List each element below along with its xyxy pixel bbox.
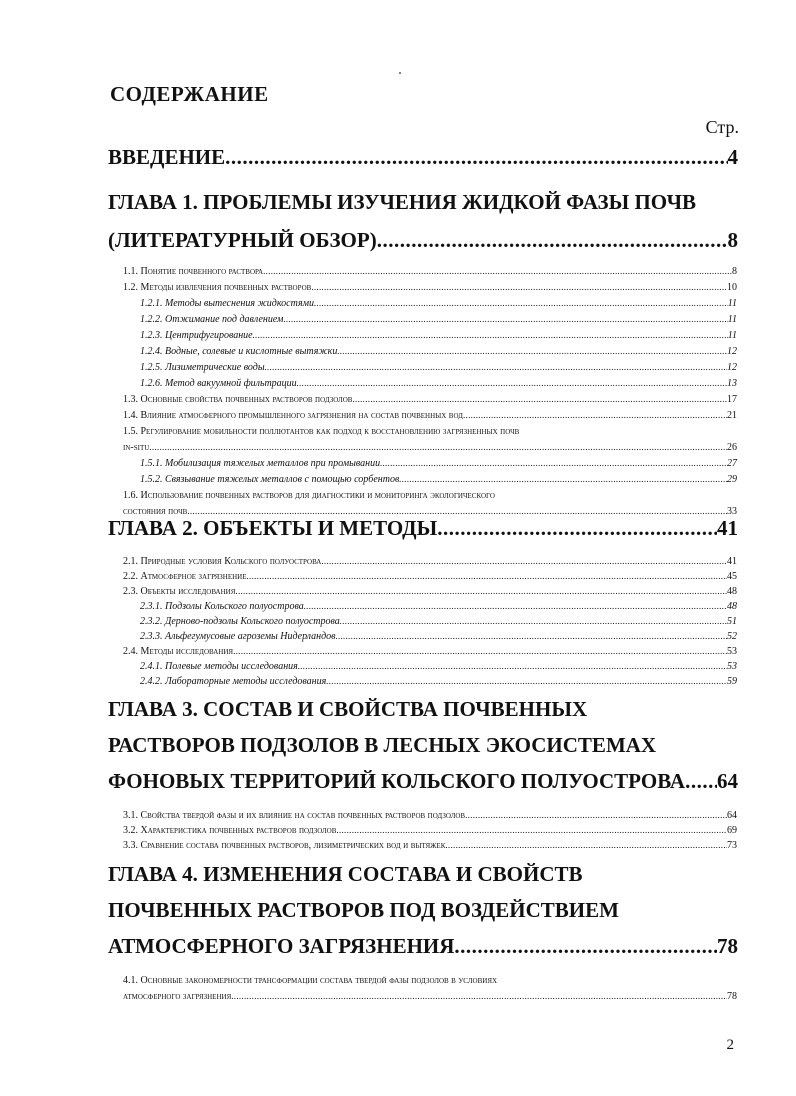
leader-dots bbox=[298, 661, 727, 671]
chapter-2-entry[interactable] bbox=[108, 516, 738, 541]
leader-dots bbox=[340, 616, 727, 626]
toc-entry-page: 13 bbox=[727, 378, 737, 389]
toc-entry-page: 12 bbox=[727, 362, 737, 373]
toc-entry-page: 29 bbox=[727, 474, 737, 485]
toc-entry-label: 2.2. Атмосферное загрязнение bbox=[123, 571, 247, 582]
toc-entry-label: 2.4. Методы исследования bbox=[123, 646, 234, 657]
toc-entry-page: 51 bbox=[727, 616, 737, 627]
toc-entry-label: 1.2.4. Водные, солевые и кислотные вытяжки bbox=[140, 346, 338, 357]
toc-entry-label: состояния почв bbox=[123, 506, 188, 517]
toc-entry-label: 1.2. Методы извлечения почвенных растворов bbox=[123, 282, 312, 293]
toc-entry-label: 1.5.1. Мобилизация тяжелых металлов при промывании bbox=[140, 458, 381, 469]
toc-entry[interactable] bbox=[123, 810, 737, 821]
toc-subentry[interactable] bbox=[140, 616, 737, 627]
toc-subentry[interactable] bbox=[140, 298, 737, 309]
leader-dots bbox=[283, 314, 727, 324]
leader-dots bbox=[321, 556, 727, 566]
leader-dots bbox=[437, 516, 717, 541]
toc-entry-label: 2.3.3. Альфегумусовые агроземы Нидерландов bbox=[140, 631, 336, 642]
toc-entry-page: 33 bbox=[727, 506, 737, 517]
leader-dots bbox=[263, 266, 732, 276]
chapter-3-heading-line2[interactable]: РАСТВОРОВ ПОДЗОЛОВ В ЛЕСНЫХ ЭКОСИСТЕМАХ bbox=[108, 733, 657, 757]
toc-entry-label: 3.2. Характеристика почвенных растворов подзолов bbox=[123, 825, 337, 836]
toc-entry-label-line1[interactable]: 1.6. Использование почвенных растворов для диагностики и мониторинга экологического bbox=[123, 490, 495, 501]
toc-entry-label: 1.1. Понятие почвенного раствора bbox=[123, 266, 264, 277]
page-number: 2 bbox=[726, 1037, 734, 1053]
toc-entry-page: 73 bbox=[727, 840, 737, 851]
leader-dots bbox=[311, 282, 727, 292]
toc-entry-label: 2.4.1. Полевые методы исследования bbox=[140, 661, 298, 672]
toc-entry-page: 8 bbox=[727, 228, 738, 252]
toc-entry-label: in-situ bbox=[123, 442, 150, 453]
toc-entry-page: 21 bbox=[727, 410, 737, 421]
page-column-label: Стр. bbox=[705, 117, 739, 137]
toc-entry-page: 69 bbox=[727, 825, 737, 836]
toc-entry[interactable] bbox=[123, 282, 737, 293]
toc-entry-label: 1.2.2. Отжимание под давлением bbox=[140, 314, 284, 325]
toc-entry-label: ВВЕДЕНИЕ bbox=[108, 145, 226, 169]
chapter-4-heading-line1[interactable]: ГЛАВА 4. ИЗМЕНЕНИЯ СОСТАВА И СВОЙСТВ bbox=[108, 862, 583, 886]
leader-dots bbox=[377, 228, 728, 253]
leader-dots bbox=[463, 410, 727, 420]
toc-entry-label: 2.3.2. Дерново-подзолы Кольского полуострова bbox=[140, 616, 340, 627]
toc-entry-page: 11 bbox=[727, 330, 737, 341]
toc-subentry[interactable] bbox=[140, 346, 737, 357]
toc-entry-page: 64 bbox=[717, 769, 738, 793]
toc-entry-page: 8 bbox=[732, 266, 737, 277]
toc-entry-label: атмосферного загрязнения bbox=[123, 991, 232, 1002]
leader-dots bbox=[337, 346, 727, 356]
toc-entry[interactable] bbox=[123, 266, 737, 277]
toc-entry[interactable] bbox=[123, 991, 737, 1002]
toc-subentry[interactable] bbox=[140, 458, 737, 469]
toc-entry[interactable] bbox=[123, 556, 737, 567]
leader-dots bbox=[233, 646, 727, 656]
toc-entry-label: АТМОСФЕРНОГО ЗАГРЯЗНЕНИЯ bbox=[108, 934, 455, 958]
toc-entry-page: 53 bbox=[727, 646, 737, 657]
toc-entry-label-line1[interactable]: 1.5. Регулирование мобильности поллютантов как подход к восстановлению загрязненных почв bbox=[123, 426, 520, 437]
leader-dots bbox=[231, 991, 727, 1001]
toc-entry-page: 4 bbox=[727, 145, 738, 169]
toc-entry-label: (ЛИТЕРАТУРНЫЙ ОБЗОР) bbox=[108, 228, 377, 252]
toc-subentry[interactable] bbox=[140, 676, 737, 687]
toc-entry-label-line1[interactable]: 4.1. Основные закономерности трансформации состава твердой фазы подзолов в условиях bbox=[123, 975, 498, 986]
toc-entry-label: 1.2.5. Лизиметрические воды bbox=[140, 362, 265, 373]
toc-entry-label: 1.2.6. Метод вакуумной фильтрации bbox=[140, 378, 297, 389]
toc-subentry[interactable] bbox=[140, 661, 737, 672]
leader-dots bbox=[246, 571, 727, 581]
toc-entry-label: 2.3.1. Подзолы Кольского полуострова bbox=[140, 601, 304, 612]
leader-dots bbox=[253, 330, 728, 340]
leader-dots bbox=[235, 586, 727, 596]
toc-subentry[interactable] bbox=[140, 362, 737, 373]
toc-entry-label: 2.3. Объекты исследования bbox=[123, 586, 236, 597]
toc-entry-label: ГЛАВА 2. ОБЪЕКТЫ И МЕТОДЫ bbox=[108, 516, 438, 540]
leader-dots bbox=[187, 506, 727, 516]
chapter-4-entry[interactable] bbox=[108, 934, 738, 959]
toc-entry-page: 17 bbox=[727, 394, 737, 405]
toc-entry-label: ФОНОВЫХ ТЕРРИТОРИЙ КОЛЬСКОГО ПОЛУОСТРОВА bbox=[108, 769, 686, 793]
toc-subentry[interactable] bbox=[140, 314, 737, 325]
toc-entry[interactable] bbox=[123, 442, 737, 453]
leader-dots bbox=[336, 825, 727, 835]
toc-entry-label: 1.2.3. Центрифугирование bbox=[140, 330, 253, 341]
toc-entry-page: 11 bbox=[727, 314, 737, 325]
toc-entry-page: 10 bbox=[727, 282, 737, 293]
leader-dots bbox=[304, 601, 727, 611]
toc-entry-page: 45 bbox=[727, 571, 737, 582]
toc-subentry[interactable] bbox=[140, 631, 737, 642]
toc-entry-label: 3.3. Сравнение состава почвенных растворов, лизиметрических вод и вытяжек bbox=[123, 840, 446, 851]
toc-subentry[interactable] bbox=[140, 378, 737, 389]
leader-dots bbox=[297, 378, 727, 388]
toc-entry[interactable] bbox=[123, 840, 737, 851]
toc-entry-label: 1.3. Основные свойства почвенных растворов подзолов bbox=[123, 394, 353, 405]
toc-entry-page: 26 bbox=[727, 442, 737, 453]
chapter-4-heading-line2[interactable]: ПОЧВЕННЫХ РАСТВОРОВ ПОД ВОЗДЕЙСТВИЕМ bbox=[108, 898, 619, 922]
toc-entry-page: 41 bbox=[717, 516, 738, 540]
leader-dots bbox=[336, 631, 727, 641]
toc-entry[interactable] bbox=[123, 571, 737, 582]
toc-entry[interactable] bbox=[123, 646, 737, 657]
toc-entry-label: 1.5.2. Связывание тяжелых металлов с помощью сорбентов bbox=[140, 474, 400, 485]
chapter-1-heading[interactable]: ГЛАВА 1. ПРОБЛЕМЫ ИЗУЧЕНИЯ ЖИДКОЙ ФАЗЫ ПОЧВ bbox=[108, 190, 697, 214]
scan-speck bbox=[399, 72, 401, 74]
toc-entry[interactable] bbox=[123, 410, 737, 421]
leader-dots bbox=[149, 442, 727, 452]
toc-entry-page: 48 bbox=[727, 601, 737, 612]
toc-entry-page: 64 bbox=[727, 810, 737, 821]
toc-entry-label: 2.4.2. Лабораторные методы исследования bbox=[140, 676, 327, 687]
leader-dots bbox=[380, 458, 727, 468]
toc-entry-page: 48 bbox=[727, 586, 737, 597]
toc-entry-page: 11 bbox=[727, 298, 737, 309]
toc-entry[interactable] bbox=[123, 394, 737, 405]
leader-dots bbox=[454, 934, 717, 959]
leader-dots bbox=[399, 474, 727, 484]
toc-entry-label: 1.4. Влияние атмосферного промышленного загрязнения на состав почвенных вод bbox=[123, 410, 463, 421]
toc-entry-page: 59 bbox=[727, 676, 737, 687]
toc-entry-label: 2.1. Природные условия Кольского полуострова bbox=[123, 556, 322, 567]
leader-dots bbox=[352, 394, 727, 404]
toc-entry-page: 41 bbox=[727, 556, 737, 567]
toc-entry-label: 1.2.1. Методы вытеснения жидкостями bbox=[140, 298, 314, 309]
toc-entry-page: 78 bbox=[717, 934, 738, 958]
toc-entry-page: 53 bbox=[727, 661, 737, 672]
toc-entry-page: 12 bbox=[727, 346, 737, 357]
leader-dots bbox=[225, 145, 727, 170]
toc-subentry[interactable] bbox=[140, 601, 737, 612]
toc-entry[interactable] bbox=[123, 586, 737, 597]
chapter-3-heading-line1[interactable]: ГЛАВА 3. СОСТАВ И СВОЙСТВА ПОЧВЕННЫХ bbox=[108, 697, 588, 721]
leader-dots bbox=[685, 769, 717, 794]
toc-entry-intro[interactable] bbox=[108, 145, 738, 170]
leader-dots bbox=[314, 298, 728, 308]
toc-subentry[interactable] bbox=[140, 330, 737, 341]
toc-entry-page: 27 bbox=[727, 458, 737, 469]
leader-dots bbox=[265, 362, 727, 372]
leader-dots bbox=[326, 676, 727, 686]
chapter-3-entry[interactable] bbox=[108, 769, 738, 794]
toc-subentry[interactable] bbox=[140, 474, 737, 485]
toc-entry-page: 78 bbox=[727, 991, 737, 1002]
toc-entry-page: 52 bbox=[727, 631, 737, 642]
leader-dots bbox=[445, 840, 727, 850]
toc-entry-label: 3.1. Свойства твердой фазы и их влияние на состав почвенных растворов подзолов bbox=[123, 810, 466, 821]
toc-title: СОДЕРЖАНИЕ bbox=[110, 82, 269, 106]
toc-entry[interactable] bbox=[123, 825, 737, 836]
chapter-1-entry[interactable] bbox=[108, 228, 738, 253]
leader-dots bbox=[465, 810, 727, 820]
